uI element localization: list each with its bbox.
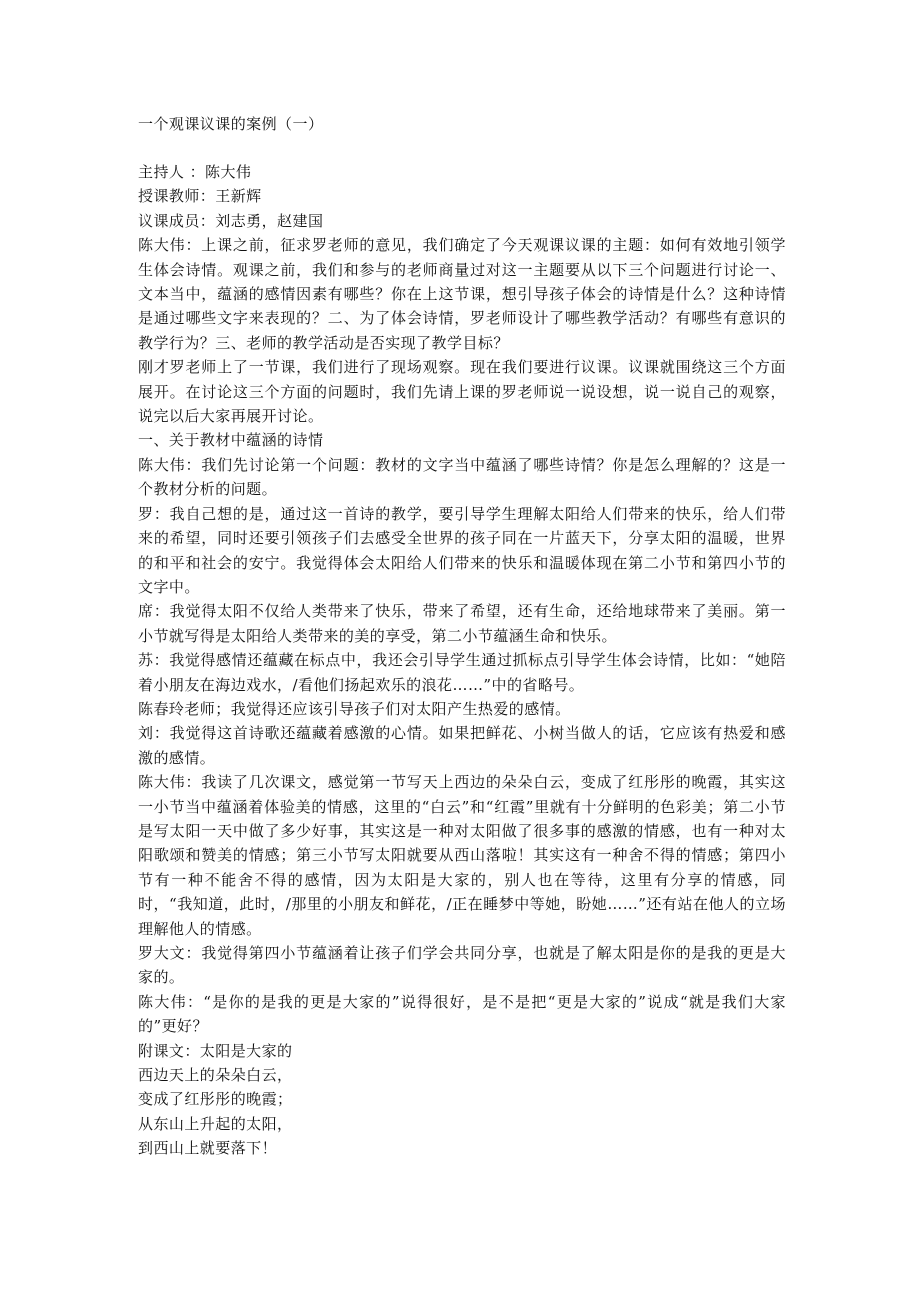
paragraph-xi: 席：我觉得太阳不仅给人类带来了快乐，带来了希望，还有生命，还给地球带来了美丽。第一小节就写得是太阳给人类带来的美的享受，第二小节蕴涵生命和快乐。 bbox=[138, 602, 786, 645]
document-title: 一个观课议课的案例（一） bbox=[138, 115, 324, 133]
paragraph-question: 陈大伟：我们先讨论第一个问题：教材的文字当中蕴涵了哪些诗情？你是怎么理解的？这是一个教材分析的问题。 bbox=[138, 455, 786, 499]
paragraph-chen-chunling: 陈春玲老师；我觉得还应该引导孩子们对太阳产生热爱的感情。 bbox=[138, 699, 571, 718]
section-heading: 一、关于教材中蕴涵的诗情 bbox=[138, 431, 324, 450]
paragraph-observation: 刚才罗老师上了一节课，我们进行了现场观察。现在我们要进行议课。议课就围绕这三个方面展开。在讨论这三个方面的问题时，我们先请上课的罗老师说一说设想，说一说自己的观察，说完以后大家再展开讨论。 bbox=[138, 358, 786, 426]
poem-line: 变成了红彤彤的晚霞； bbox=[138, 1090, 293, 1109]
paragraph-luo: 罗：我自己想的是，通过这一首诗的教学，要引导学生理解太阳给人们带来的快乐，给人们带来的希望，同时还要引领孩子们去感受全世界的孩子同在一片蓝天下，分享太阳的温暖，世界的和平和社会的安宁。我觉得体会太阳给人们带来的快乐和温暖体现在第二小节和第四小节的文字中。 bbox=[138, 504, 786, 596]
paragraph-su: 苏：我觉得感情还蕴藏在标点中，我还会引导学生通过抓标点引导学生体会诗情，比如：“她陪着小朋友在海边戏水，/看他们扬起欢乐的浪花……”中的省略号。 bbox=[138, 651, 786, 694]
paragraph-teacher: 授课教师：王新辉 bbox=[138, 187, 262, 206]
poem-line: 到西山上就要落下！ bbox=[138, 1139, 278, 1158]
paragraph-liu: 刘：我觉得这首诗歌还蕴藏着感激的心情。如果把鲜花、小树当做人的话，它应该有热爱和感激的感情。 bbox=[138, 724, 786, 767]
paragraph-intro: 陈大伟：上课之前，征求罗老师的意见，我们确定了今天观课议课的主题：如何有效地引领学生体会诗情。观课之前，我们和参与的老师商量过对这一主题要从以下三个问题进行讨论一、文本当中，蕴涵的感情因素有哪些？你在上这节课，想引导孩子体会的诗情是什么？这种诗情是通过哪些文字来表现的？二、为了体会诗情，罗老师设计了哪些教学活动？有哪些有意识的教学行为？三、老师的教学活动是否实现了教学目标？ bbox=[138, 236, 786, 352]
poem-line: 从东山上升起的太阳， bbox=[138, 1114, 293, 1133]
poem-line: 西边天上的朵朵白云， bbox=[138, 1066, 293, 1085]
paragraph-host: 主持人 ：陈大伟 bbox=[138, 163, 252, 181]
poem-heading: 附课文：太阳是大家的 bbox=[138, 1041, 293, 1060]
paragraph-chen-dawei: 陈大伟：我读了几次课文，感觉第一节写天上西边的朵朵白云，变成了红彤彤的晚霞，其实这一小节当中蕴涵着体验美的情感，这里的“白云”和“红霞”里就有十分鲜明的色彩美；第二小节是写太阳一天中做了多少好事，其实这是一种对太阳做了很多事的感激的情感，也有一种对太阳歌颂和赞美的情感；第三小节写太阳就要从西山落啦！其实这有一种舍不得的情感；第四小节有一种不能舍不得的感情，因为太阳是大家的，别人也在等待，这里有分享的情感，同时，“我知道，此时，/那里的小朋友和鲜花，/正在睡梦中等她，盼她……”还有站在他人的立场理解他人的情感。 bbox=[138, 773, 786, 938]
paragraph-chen-dawei-2: 陈大伟：“是你的是我的更是大家的”说得很好，是不是把“更是大家的”说成“就是我们大家的”更好？ bbox=[138, 992, 786, 1036]
paragraph-members: 议课成员：刘志勇，赵建国 bbox=[138, 211, 324, 230]
document-body bbox=[138, 112, 786, 1161]
paragraph-luo-dawen: 罗大文：我觉得第四小节蕴涵着让孩子们学会共同分享，也就是了解太阳是你的是我的更是大家的。 bbox=[138, 944, 786, 987]
